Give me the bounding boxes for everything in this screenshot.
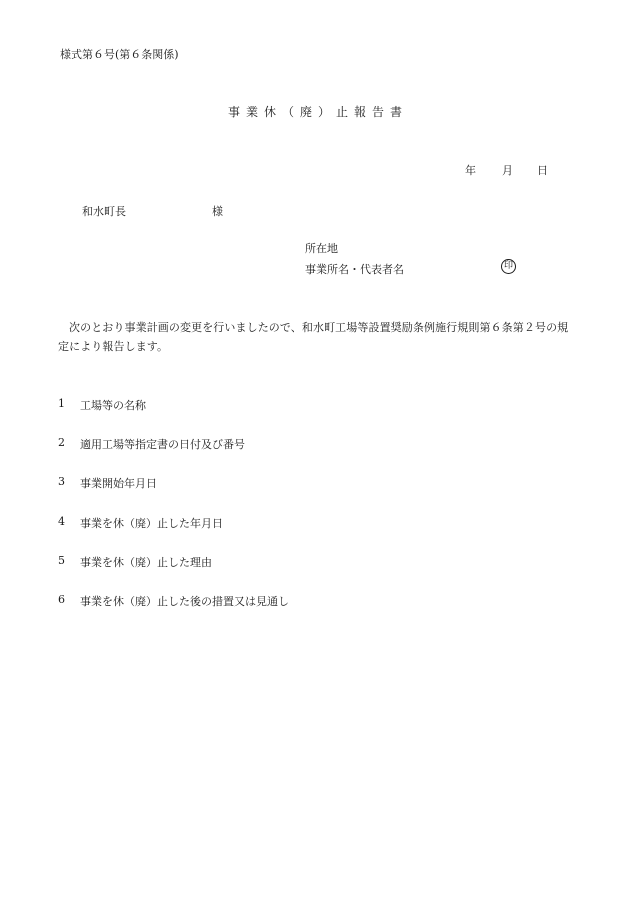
item-number: 6: [58, 592, 65, 606]
report-item: [58, 475, 289, 514]
report-item: [58, 397, 289, 436]
document-title: 事業休（廃）止報告書: [227, 105, 408, 119]
form-number: 様式第６号(第６条関係): [60, 48, 179, 61]
item-number: 5: [58, 553, 65, 567]
applicant-address-label: 所在地: [305, 242, 338, 255]
report-item: [58, 554, 289, 593]
item-label: 事業を休（廃）止した年月日: [80, 516, 223, 530]
report-items-list: [58, 397, 289, 632]
date-line: [465, 162, 548, 178]
applicant-name-label: 事業所名・代表者名: [305, 263, 404, 276]
date-year-label: 年: [465, 164, 476, 177]
seal-mark: 印: [501, 259, 516, 274]
item-number: 3: [58, 475, 65, 489]
addressee-name: 和水町長: [82, 205, 126, 218]
item-label: 事業を休（廃）止した後の措置又は見通し: [80, 594, 289, 608]
item-label: 事業を休（廃）止した理由: [80, 555, 212, 569]
date-day-label: 日: [537, 164, 548, 177]
date-month-label: 月: [502, 164, 513, 177]
item-number: 1: [58, 397, 65, 410]
item-label: 適用工場等指定書の日付及び番号: [80, 438, 245, 452]
item-number: 2: [58, 436, 65, 450]
item-number: 4: [58, 514, 65, 528]
report-item: [58, 515, 289, 554]
report-item: [58, 436, 289, 475]
addressee-honorific: 様: [212, 205, 223, 218]
body-paragraph: 次のとおり事業計画の変更を行いましたので、和水町工場等設置奨励条例施行規則第６条第２号の規定により報告します。: [58, 321, 569, 353]
item-label: 事業開始年月日: [80, 477, 157, 491]
report-item: [58, 593, 289, 632]
item-label: 工場等の名称: [80, 399, 146, 412]
